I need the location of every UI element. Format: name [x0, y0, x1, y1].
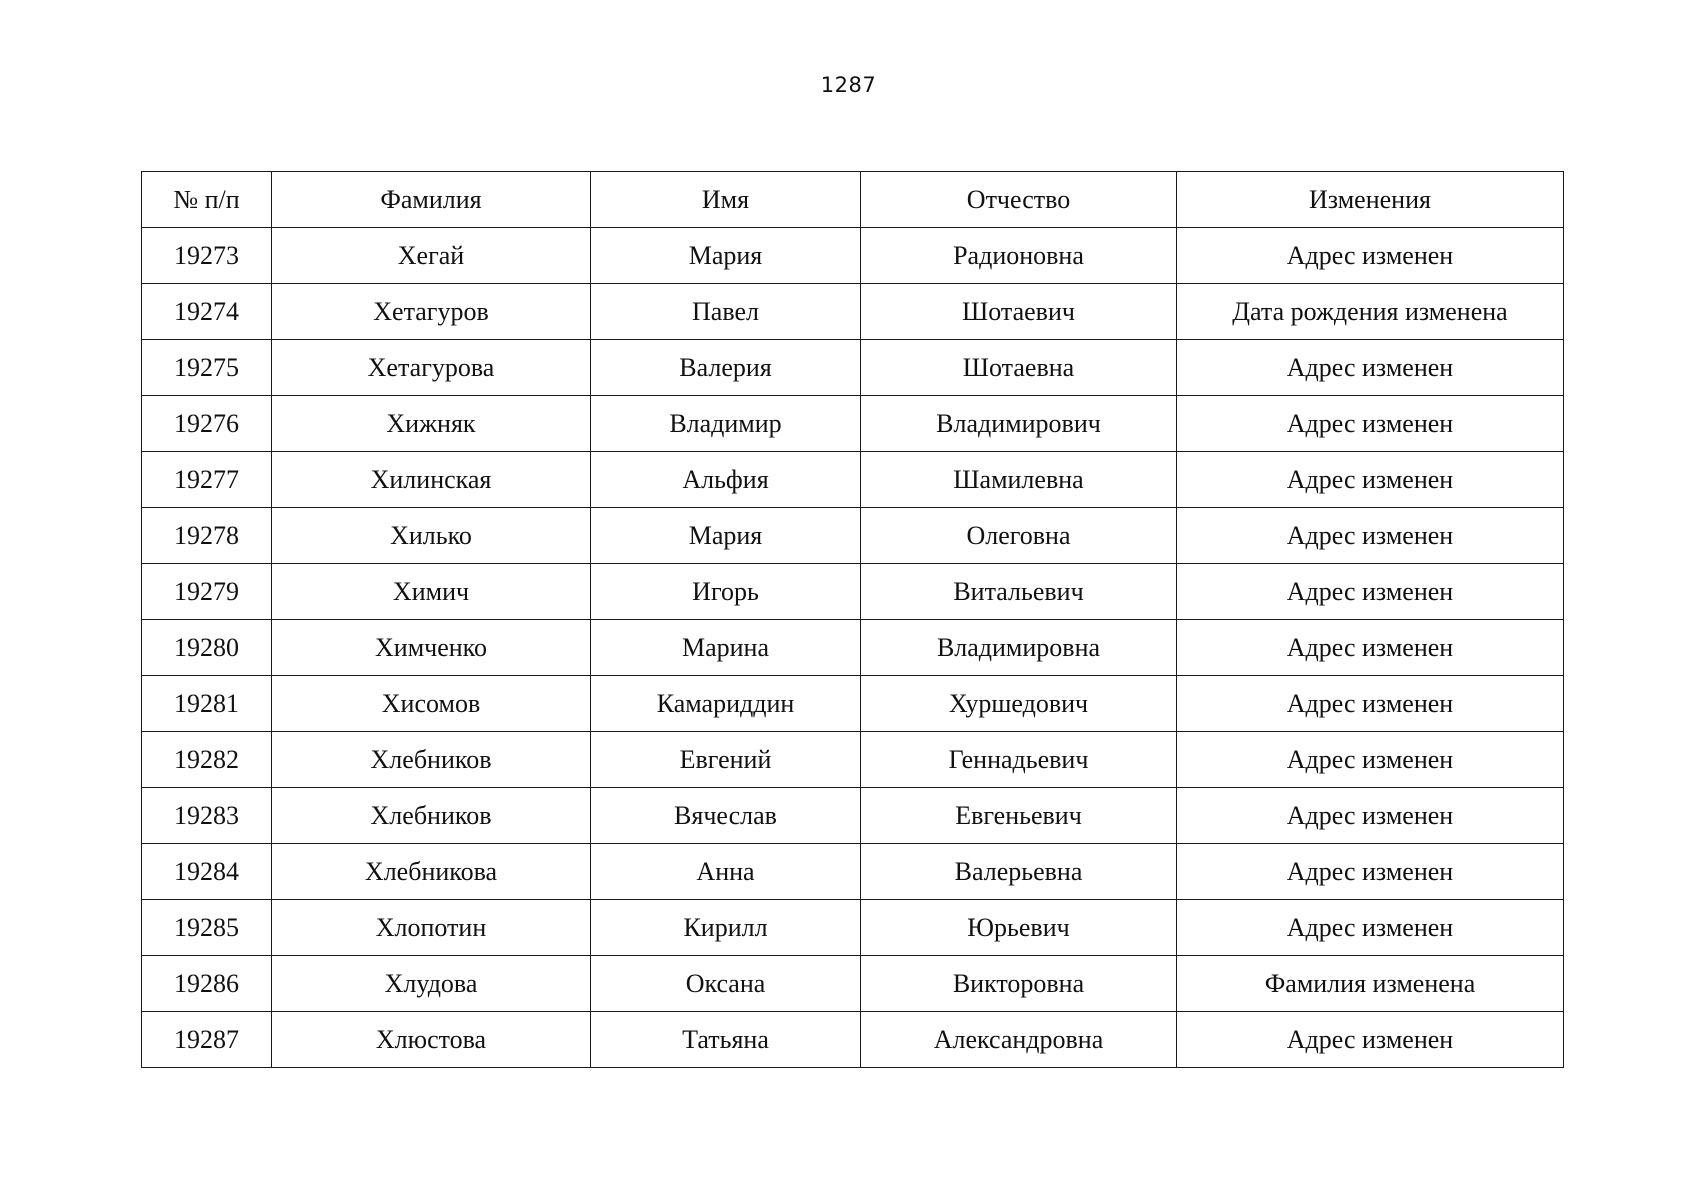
cell-surname: Хлудова	[272, 956, 591, 1012]
table-row	[142, 508, 1564, 564]
cell-patronymic: Геннадьевич	[861, 732, 1177, 788]
registry-table	[141, 171, 1564, 1068]
cell-patronymic: Владимировна	[861, 620, 1177, 676]
table-row	[142, 788, 1564, 844]
cell-name: Марина	[591, 620, 861, 676]
table-row	[142, 956, 1564, 1012]
table-header	[142, 172, 1564, 228]
cell-changes: Адрес изменен	[1177, 676, 1564, 732]
cell-surname: Химич	[272, 564, 591, 620]
header-surname: Фамилия	[272, 172, 591, 228]
cell-num: 19277	[142, 452, 272, 508]
table-body	[142, 228, 1564, 1068]
cell-name: Павел	[591, 284, 861, 340]
cell-num: 19278	[142, 508, 272, 564]
cell-surname: Хижняк	[272, 396, 591, 452]
cell-num: 19275	[142, 340, 272, 396]
cell-num: 19273	[142, 228, 272, 284]
cell-patronymic: Шотаевна	[861, 340, 1177, 396]
table-row	[142, 284, 1564, 340]
cell-patronymic: Радионовна	[861, 228, 1177, 284]
cell-surname: Хисомов	[272, 676, 591, 732]
cell-name: Игорь	[591, 564, 861, 620]
cell-surname: Хилько	[272, 508, 591, 564]
cell-patronymic: Викторовна	[861, 956, 1177, 1012]
cell-changes: Адрес изменен	[1177, 1012, 1564, 1068]
cell-patronymic: Шотаевич	[861, 284, 1177, 340]
table-row	[142, 564, 1564, 620]
cell-changes: Адрес изменен	[1177, 732, 1564, 788]
cell-num: 19282	[142, 732, 272, 788]
cell-patronymic: Юрьевич	[861, 900, 1177, 956]
cell-changes: Адрес изменен	[1177, 564, 1564, 620]
cell-surname: Хлебникова	[272, 844, 591, 900]
cell-num: 19279	[142, 564, 272, 620]
table-row	[142, 228, 1564, 284]
cell-num: 19280	[142, 620, 272, 676]
header-changes: Изменения	[1177, 172, 1564, 228]
table-row	[142, 396, 1564, 452]
cell-name: Мария	[591, 508, 861, 564]
cell-surname: Хлебников	[272, 788, 591, 844]
cell-name: Валерия	[591, 340, 861, 396]
cell-patronymic: Валерьевна	[861, 844, 1177, 900]
cell-patronymic: Александровна	[861, 1012, 1177, 1068]
cell-changes: Адрес изменен	[1177, 900, 1564, 956]
cell-surname: Хегай	[272, 228, 591, 284]
cell-name: Оксана	[591, 956, 861, 1012]
cell-changes: Фамилия изменена	[1177, 956, 1564, 1012]
cell-patronymic: Шамилевна	[861, 452, 1177, 508]
cell-num: 19274	[142, 284, 272, 340]
cell-num: 19276	[142, 396, 272, 452]
table-row	[142, 732, 1564, 788]
table-row	[142, 452, 1564, 508]
table-row	[142, 676, 1564, 732]
cell-surname: Химченко	[272, 620, 591, 676]
cell-num: 19285	[142, 900, 272, 956]
cell-patronymic: Владимирович	[861, 396, 1177, 452]
table-row	[142, 844, 1564, 900]
cell-name: Евгений	[591, 732, 861, 788]
cell-changes: Дата рождения изменена	[1177, 284, 1564, 340]
cell-changes: Адрес изменен	[1177, 620, 1564, 676]
cell-name: Кирилл	[591, 900, 861, 956]
cell-num: 19287	[142, 1012, 272, 1068]
cell-num: 19284	[142, 844, 272, 900]
cell-name: Камариддин	[591, 676, 861, 732]
cell-changes: Адрес изменен	[1177, 396, 1564, 452]
cell-num: 19286	[142, 956, 272, 1012]
cell-surname: Хлебников	[272, 732, 591, 788]
header-name: Имя	[591, 172, 861, 228]
cell-num: 19281	[142, 676, 272, 732]
cell-changes: Адрес изменен	[1177, 788, 1564, 844]
cell-num: 19283	[142, 788, 272, 844]
cell-surname: Хлюстова	[272, 1012, 591, 1068]
cell-surname: Хилинская	[272, 452, 591, 508]
header-num: № п/п	[142, 172, 272, 228]
cell-name: Анна	[591, 844, 861, 900]
cell-surname: Хетагуров	[272, 284, 591, 340]
cell-patronymic: Витальевич	[861, 564, 1177, 620]
cell-name: Татьяна	[591, 1012, 861, 1068]
table-row	[142, 340, 1564, 396]
cell-name: Мария	[591, 228, 861, 284]
page-number: 1287	[820, 73, 877, 97]
cell-changes: Адрес изменен	[1177, 340, 1564, 396]
cell-patronymic: Евгеньевич	[861, 788, 1177, 844]
table-row	[142, 900, 1564, 956]
header-row	[142, 172, 1564, 228]
cell-surname: Хетагурова	[272, 340, 591, 396]
table-row	[142, 620, 1564, 676]
cell-surname: Хлопотин	[272, 900, 591, 956]
cell-changes: Адрес изменен	[1177, 508, 1564, 564]
cell-name: Вячеслав	[591, 788, 861, 844]
cell-name: Владимир	[591, 396, 861, 452]
cell-name: Альфия	[591, 452, 861, 508]
cell-patronymic: Олеговна	[861, 508, 1177, 564]
cell-changes: Адрес изменен	[1177, 228, 1564, 284]
cell-changes: Адрес изменен	[1177, 844, 1564, 900]
cell-patronymic: Хуршедович	[861, 676, 1177, 732]
header-patronymic: Отчество	[861, 172, 1177, 228]
table-row	[142, 1012, 1564, 1068]
cell-changes: Адрес изменен	[1177, 452, 1564, 508]
